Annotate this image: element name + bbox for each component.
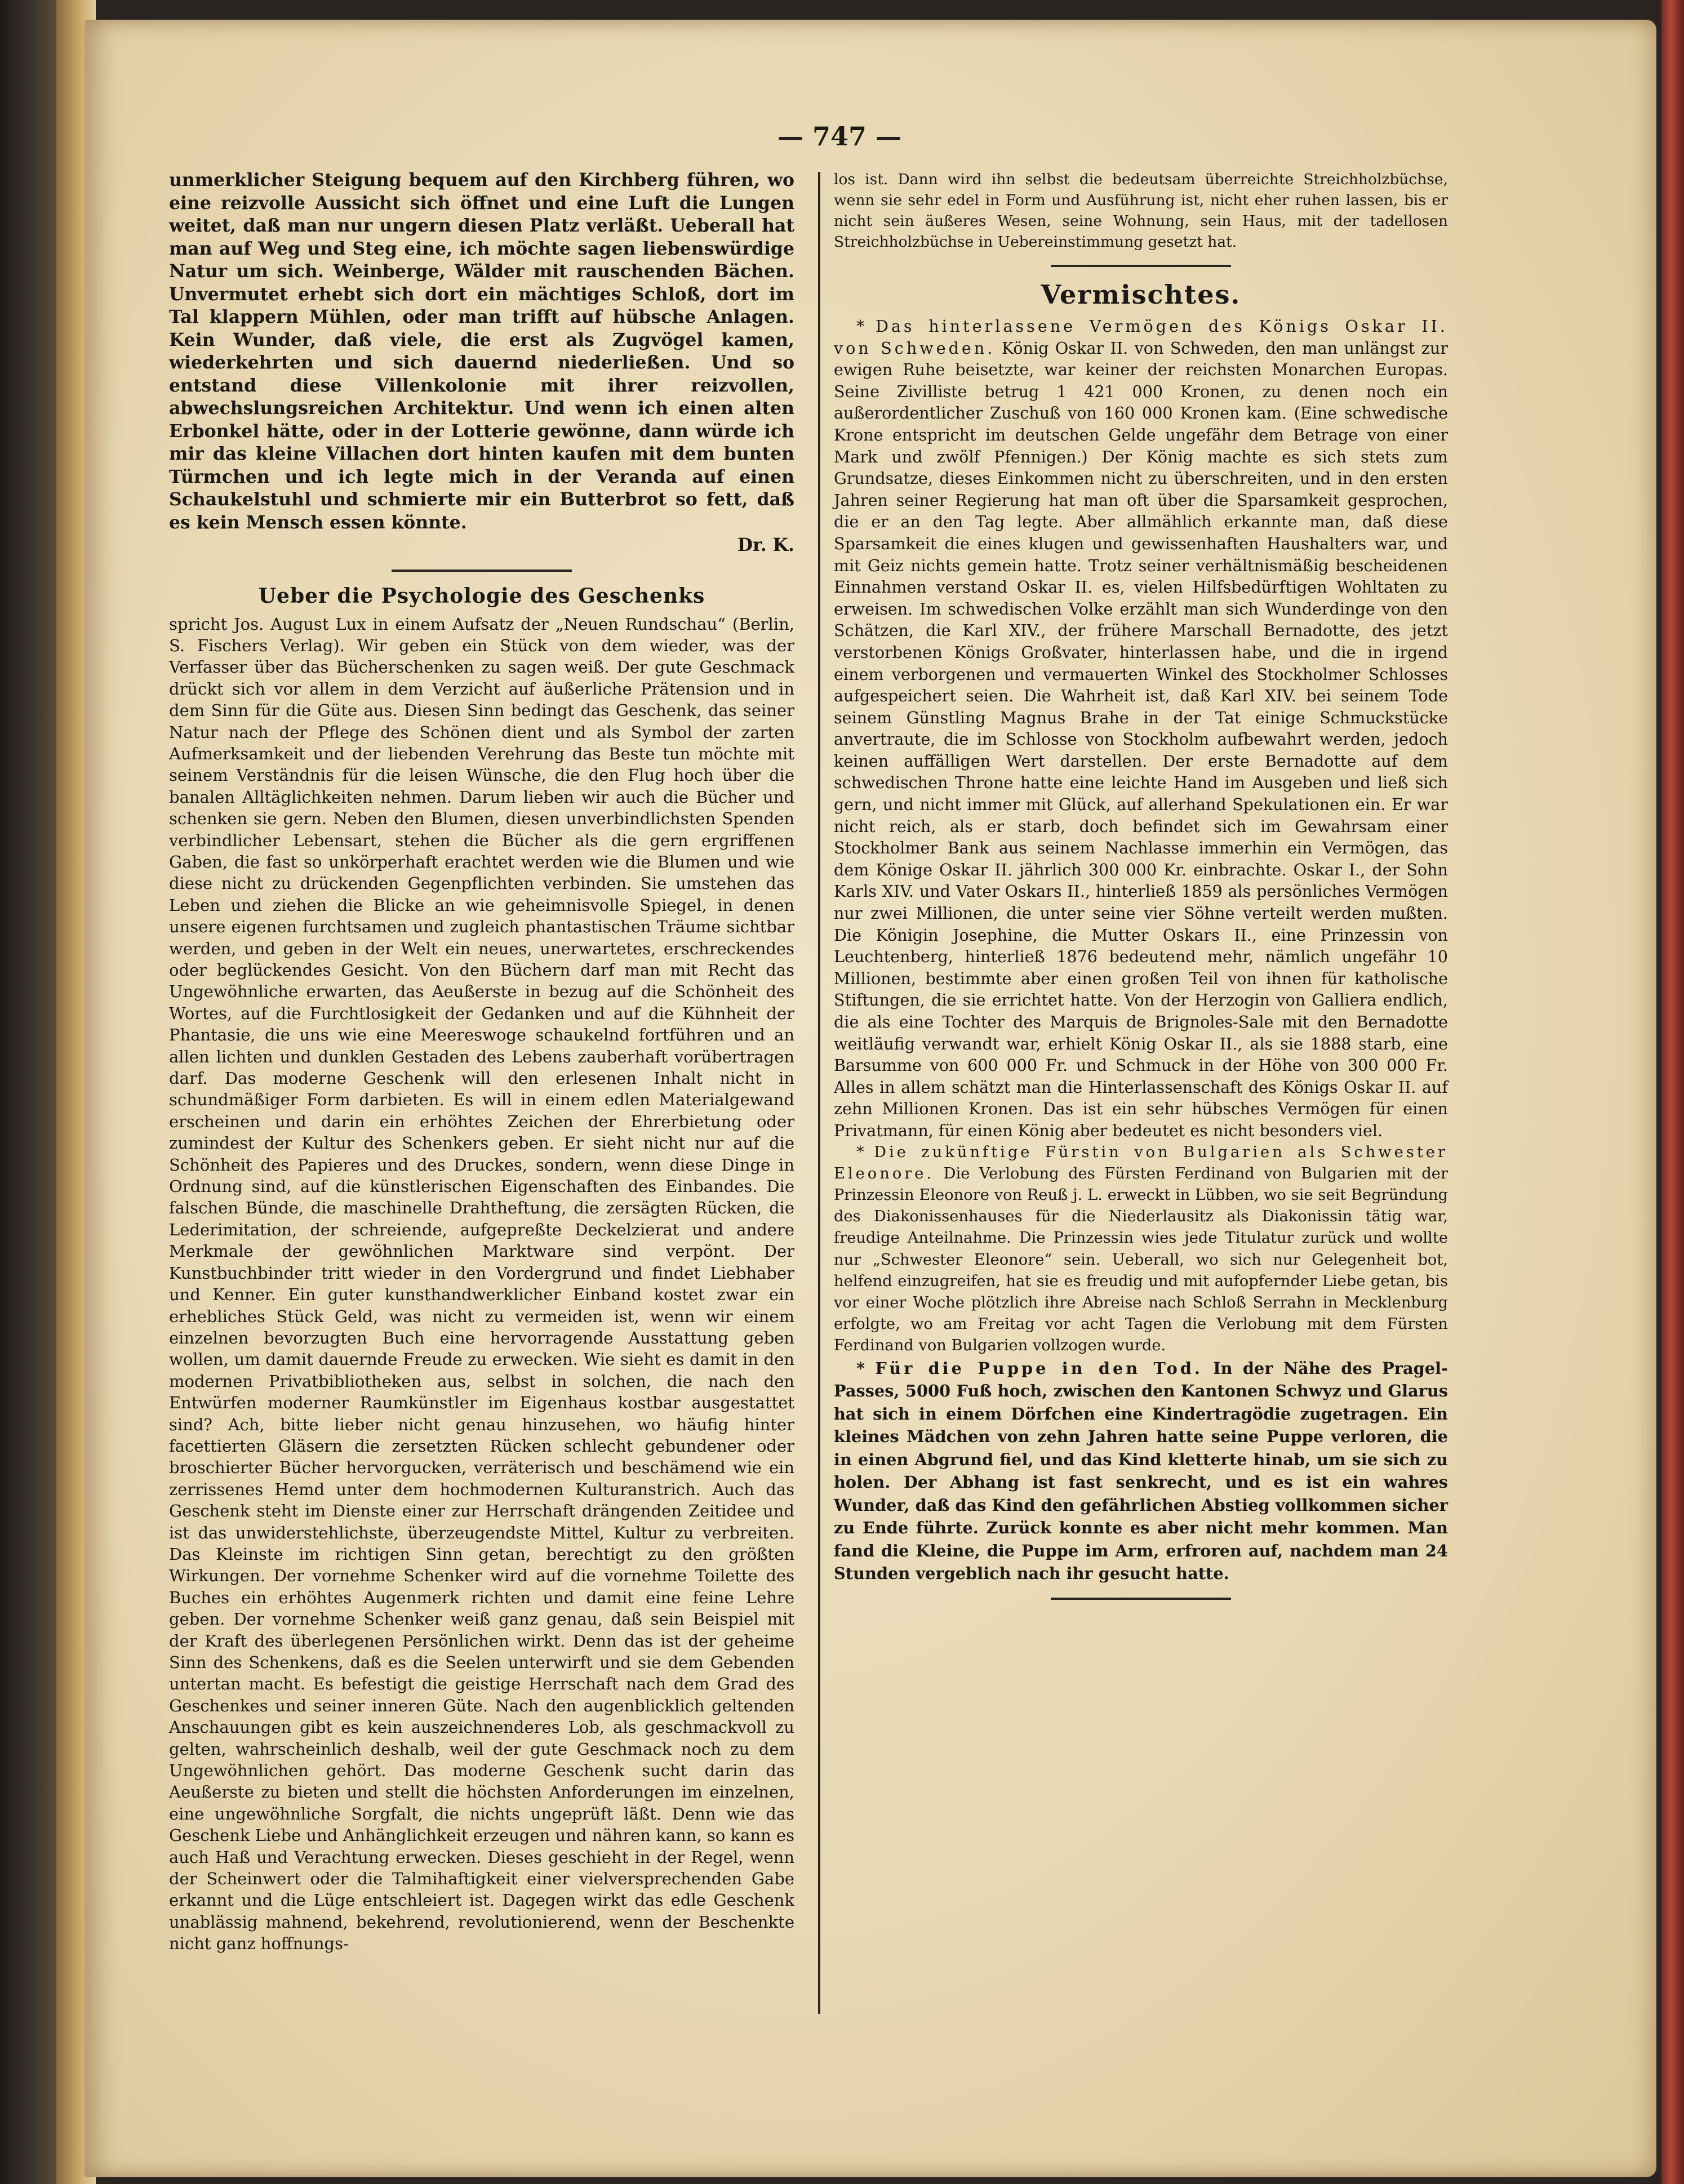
end-rule	[1051, 1598, 1231, 1600]
section-rule-right	[1051, 265, 1231, 267]
book-edge	[1661, 0, 1684, 2184]
news-item-oskar-text: König Oskar II. von Schweden, den man unlängst zur ewigen Ruhe beisetzte, war keiner der reichsten Monarchen Europas. Seine Zivilliste betrug 1 421 000 Kronen, zu denen noch ein außerordentlicher Zuschuß von 160 000 Kronen kam. (Eine schwedische Krone entspricht im deutschen Gelde ungefähr dem Betrage von einer Mark und zwölf Pfennigen.) Der König machte es sich stets zum Grundsatze, dieses Einkommen nicht zu überschreiten, und in den ersten Jahren seiner Regierung hat man oft über die Sparsamkeit gesprochen, die er an den Tag legte. Aber allmählich erkannte man, daß diese Sparsamkeit die eines klugen und gewissenhaften Haushalters war, und mit Geiz nichts gemein hatte. Trotz seiner verhältnismäßig bescheidenen Einnahmen verstand Oskar II. es, vielen Hilfsbedürftigen Wohltaten zu erweisen. Im schwedischen Volke erzählt man sich Wunderdinge von den Schätzen, die Karl XIV., der frühere Marschall Bernadotte, des jetzt verstorbenen Königs Großvater, hinterlassen habe, und die in irgend einem verborgenen und vermauerten Winkel des Stockholmer Schlosses aufgespeichert seien. Die Wahrheit ist, daß Karl XIV. bei seinem Tode seinem Günstling Magnus Brahe in der Tat einige Schmuckstücke anvertraute, die im Schlosse von Stockholm aufbewahrt werden, jedoch keinen auffälligen Wert darstellen. Der erste Bernadotte auf dem schwedischen Throne hatte eine leichte Hand im Ausgeben und ließ sich gern, und nicht immer mit Glück, auf allerhand Spekulationen ein. Er war nicht reich, als er starb, doch befindet sich im Gewahrsam einer Stockholmer Bank aus seinem Nachlasse immerhin ein Vermögen, das dem Könige Oskar II. jährlich 300 000 Kr. einbrachte. Oskar I., der Sohn Karls XIV. und Vater Oskars II., hinterließ 1859 als persönliches Vermögen nur zwei Millionen, die unter seine vier Söhne verteilt werden mußten. Die Königin Josephine, die Mutter Oskars II., eine Prinzessin von Leuchtenberg, hinterließ 1876 bedeutend mehr, nämlich ungefähr 10 Millionen, bestimmte aber einen großen Teil von ihnen für katholische Stiftungen, die sie errichtet hatte. Von der Herzogin von Galliera endlich, die als eine Tochter des Marquis de Brignoles-Sale mit den Bernadotte weitläufig verwandt war, erhielt König Oskar II., als sie 1888 starb, eine Barsumme von 600 000 Fr. und Schmuck in der Höhe von 300 000 Fr. Alles in allem schätzt man die Hinterlassenschaft des Königs Oskar II. auf zehn Millionen Kronen. Das ist ein sehr hübsches Vermögen für einen Privatmann, für einen König aber bedeutet es nicht besonders viel.	[834, 338, 1448, 1140]
news-item-oskar-title: Das hinterlassene Vermögen des Königs Oskar II. von Schweden.	[834, 317, 1448, 358]
news-item-puppe-title: Für die Puppe in den Tod.	[875, 1358, 1203, 1378]
column-divider	[818, 172, 820, 2014]
left-column	[169, 169, 794, 1955]
news-item-bulgaria-title: Die zukünftige Fürstin von Bulgarien als Schwester Eleonore.	[834, 1143, 1448, 1182]
news-item-puppe-text: In der Nähe des Pragel-Passes, 5000 Fuß hoch, zwischen den Kantonen Schwyz und Glarus hat sich in einem Dörfchen eine Kindertragödie zugetragen. Ein kleines Mädchen von zehn Jahren hatte seine Puppe verloren, die in einen Abgrund fiel, und das Kind kletterte hinab, um sie sich zu holen. Der Abhang ist fast senkrecht, und es ist ein wahres Wunder, daß das Kind den gefährlichen Abstieg vollkommen sicher zu Ende führte. Zurück konnte es aber nicht mehr kommen. Man fand die Kleine, die Puppe im Arm, erfroren auf, nachdem man 24 Stunden vergeblich nach ihr gesucht hatte.	[834, 1358, 1448, 1583]
book-binding	[0, 0, 56, 2184]
news-item-bulgaria-text: Die Verlobung des Fürsten Ferdinand von Bulgarien mit der Prinzessin Eleonore von Reuß j. L. erweckt in Lübben, wo sie seit Begründung des Diakonissenhauses für die Niederlausitz als Diakonissin tätig war, freudige Anteilnahme. Die Prinzessin wies jede Titulatur zurück und wollte nur „Schwester Eleonore“ sein. Ueberall, wo sich nur Gelegenheit bot, helfend einzugreifen, hat sie es freudig und mit aufopfernder Liebe getan, bis vor einer Woche plötzlich ihre Abreise nach Schloß Serrahn in Mecklenburg erfolgte, wo am Freitag vor acht Tagen die Verlobung mit dem Fürsten Ferdinand von Bulgarien vollzogen wurde.	[834, 1164, 1448, 1355]
continuation-paragraph: los ist. Dann wird ihn selbst die bedeutsam überreichte Streichholzbüchse, wenn sie sehr edel in Form und Ausführung ist, nicht eher ruhen lassen, bis er nicht sein äußeres Wesen, seine Wohnung, sein Haus, mit der tadellosen Streichholzbüchse in Uebereinstimmung gesetzt hat.	[834, 171, 1448, 251]
article-paragraph: spricht Jos. August Lux in einem Aufsatz der „Neuen Rundschau“ (Berlin, S. Fischers Verlag). Wir geben ein Stück von dem wieder, was der Verfasser über das Bücherschenken zu sagen weiß. Der gute Geschmack drückt sich vor allem in dem Verzicht auf äußerliche Prätension und in dem Sinn für die Güte aus. Diesen Sinn bedingt das Geschenk, das seiner Natur nach der Pflege des Schönen dient und als Symbol der zarten Aufmerksamkeit und der liebenden Verehrung das Beste tun möchte mit seinem Verständnis für die leisen Wünsche, die den Flug hoch über die banalen Alltäglichkeiten nehmen. Darum lieben wir auch die Bücher und schenken sie gern. Neben den Blumen, diesen unverbindlichsten Spenden verbindlicher Lebensart, stehen die Bücher als die gern ergriffenen Gaben, die fast so unkörperhaft erachtet werden wie die Blumen und wie diese nicht zu drückenden Gegenpflichten verbinden. Sie umstehen das Leben und ziehen die Blicke an wie geheimnisvolle Spiegel, in denen unsere eigenen furchtsamen und zugleich phantastischen Träume sichtbar werden, und geben in der Welt ein neues, unerwartetes, erschreckendes oder beglückendes Gesicht. Von den Büchern darf man mit Recht das Ungewöhnliche erwarten, das Aeußerste in bezug auf die Schönheit des Wortes, auf die Furchtlosigkeit der Gedanken und auf die Kühnheit der Phantasie, die uns wie eine Meereswoge schaukelnd fortführen und an allen lichten und dunklen Gestaden des Lebens zauberhaft vorübertragen darf. Das moderne Geschenk will den erlesenen Inhalt nicht in schundmäßiger Form darbieten. Es will in einem edlen Materialgewand erscheinen und darin ein erhöhtes Zeichen der Ehrerbietung oder zumindest der Kultur des Schenkers geben. Er sieht nicht nur auf die Schönheit des Papieres und des Druckes, sondern, wenn diese Dinge in Ordnung sind, auf die künstlerischen Eigenschaften des Einbandes. Die falschen Bünde, die maschinelle Drahtheftung, die zersägten Rücken, die Lederimitation, der schreiende, aufgepreßte Deckelzierat und andere Merkmale der gewöhnlichen Marktware sind verpönt. Der Kunstbuchbinder tritt wieder in den Vordergrund und findet Liebhaber und Kenner. Ein guter kunsthandwerklicher Einband kostet zwar ein erhebliches Stück Geld, was nicht zu vermeiden ist, wenn wir einem einzelnen bevorzugten Buch eine hervorragende Ausstattung geben wollen, um damit dauernde Freude zu erwecken. Wie sieht es damit in den modernen Privatbibliotheken aus, selbst in solchen, die nach den Entwürfen moderner Raumkünstler im Eigenhaus kostbar ausgestattet sind? Ach, bitte lieber nicht genau hinzusehen, wo häufig hinter facettierten Gläsern die zersetzten Rücken schlecht gebundener oder broschierter Bücher hervorgucken, verräterisch und beschämend wie ein zerrissenes Hemd unter dem hochmodernen Kulturanstrich. Auch das Geschenk steht im Dienste einer zur Herrschaft drängenden Zeitidee und ist das unwiderstehlichste, überzeugendste Mittel, Kultur zu verbreiten. Das Kleinste im richtigen Sinn getan, berechtigt zu den größten Wirkungen. Der vornehme Schenker wird auf die vornehme Toilette des Buches ein erhöhtes Augenmerk richten und damit eine feine Lehre geben. Der vornehme Schenker weiß ganz genau, daß sein Beispiel mit der Kraft des überlegenen Persönlichen wirkt. Denn das ist der geheime Sinn des Schenkens, daß es die Seelen unterwirft und sie dem Gebenden untertan macht. Es befestigt die geistige Herrschaft nach dem Grad des Geschenkes und seiner inneren Güte. Nach den augenblicklich geltenden Anschauungen gibt es kein auszeichnenderes Lob, als geschmackvoll zu gelten, wahrscheinlich deshalb, weil der gute Geschmack noch zu dem Ungewöhnlichen gehört. Das moderne Geschenk sucht darin das Aeußerste zu bieten und stellt die höchsten Anforderungen im einzelnen, eine ungewöhnliche Sorgfalt, die nichts ungeprüft läßt. Denn wie das Geschenk Liebe und Anhänglichkeit erzeugen und nähren kann, so kann es auch Haß und Verachtung erwecken. Dieses geschieht in der Regel, wenn der Scheinwert oder die Talmihaftigkeit einer vielversprechenden Gabe erkannt und die Lüge entschleiert ist. Dagegen wirkt das edle Geschenk unablässig mahnend, bekehrend, revolutionierend, wenn der Beschenkte nicht ganz hoffnungs-	[169, 614, 794, 1954]
news-item-oskar: * Das hinterlassene Vermögen des Königs Oskar II. von Schweden. König Oskar II. von Schweden, den man unlängst zur ewigen Ruhe beisetzte, war keiner der reichsten Monarchen Europas. Seine Zivilliste betrug 1 421 000 Kronen, zu denen noch ein außerordentlicher Zuschuß von 160 000 Kronen kam. (Eine schwedische Krone entspricht im deutschen Gelde ungefähr dem Betrage von einer Mark und zwölf Pfennigen.) Der König machte es sich stets zum Grundsatze, dieses Einkommen nicht zu überschreiten, und in den ersten Jahren seiner Regierung hat man oft über die Sparsamkeit gesprochen, die er an den Tag legte. Aber allmählich erkannte man, daß diese Sparsamkeit die eines klugen und gewissenhaften Haushalters war, und mit Geiz nichts gemein hatte. Trotz seiner verhältnismäßig bescheidenen Einnahmen verstand Oskar II. es, vielen Hilfsbedürftigen Wohltaten zu erweisen. Im schwedischen Volke erzählt man sich Wunderdinge von den Schätzen, die Karl XIV., der frühere Marschall Bernadotte, des jetzt verstorbenen Königs Großvater, hinterlassen habe, und die in irgend einem verborgenen und vermauerten Winkel des Stockholmer Schlosses aufgespeichert seien. Die Wahrheit ist, daß Karl XIV. bei seinem Tode seinem Günstling Magnus Brahe in der Tat einige Schmuckstücke anvertraute, die im Schlosse von Stockholm aufbewahrt werden, jedoch keinen auffälligen Wert darstellen. Der erste Bernadotte auf dem schwedischen Throne hatte eine leichte Hand im Ausgeben und ließ sich gern, und nicht immer mit Glück, auf allerhand Spekulationen ein. Er war nicht reich, als er starb, doch befindet sich im Gewahrsam einer Stockholmer Bank aus seinem Nachlasse immerhin ein Vermögen, das dem Könige Oskar II. jährlich 300 000 Kr. einbrachte. Oskar I., der Sohn Karls XIV. und Vater Oskars II., hinterließ 1859 als persönliches Vermögen nur zwei Millionen, die unter seine vier Söhne verteilt werden mußten. Die Königin Josephine, die Mutter Oskars II., eine Prinzessin von Leuchtenberg, hinterließ 1876 bedeutend mehr, nämlich ungefähr 10 Millionen, bestimmte aber einen großen Teil von ihnen für katholische Stiftungen, die sie errichtet hatte. Von der Herzogin von Galliera endlich, die als eine Tochter des Marquis de Brignoles-Sale mit den Bernadotte weitläufig verwandt war, erhielt König Oskar II., als sie 1888 starb, eine Barsumme von 600 000 Fr. und Schmuck in der Höhe von 300 000 Fr. Alles in allem schätzt man die Hinterlassenschaft des Königs Oskar II. auf zehn Millionen Kronen. Das ist ein sehr hübsches Vermögen für einen Privatmann, für einen König aber bedeutet es nicht besonders viel.	[834, 317, 1448, 1140]
article-heading: Ueber die Psychologie des Geschenks	[258, 584, 705, 608]
page-number: — 747 —	[777, 121, 902, 152]
intro-paragraph: unmerklicher Steigung bequem auf den Kirchberg führen, wo eine reizvolle Aussicht sich öffnet und eine Luft die Lungen weitet, daß man nur ungern diesen Platz verläßt. Ueberall hat man auf Weg und Steg eine, ich möchte sagen liebenswürdige Natur um sich. Weinberge, Wälder mit rauschenden Bächen. Unvermutet erhebt sich dort ein mächtiges Schloß, dort im Tal klappern Mühlen, oder man trifft auf hübsche Anlagen. Kein Wunder, daß viele, die erst als Zugvögel kamen, wiederkehrten und sich dauernd niederließen. Und so entstand diese Villenkolonie mit ihrer reizvollen, abwechslungsreichen Architektur. Und wenn ich einen alten Erbonkel hätte, oder in der Lotterie gewönne, dann würde ich mir das kleine Villachen dort hinten kaufen mit dem bunten Türmchen und ich legte mich in der Veranda auf einen Schaukelstuhl und schmierte mir ein Butterbrot so fett, daß es kein Mensch essen könnte.	[169, 170, 794, 533]
news-item-puppe: * Für die Puppe in den Tod. In der Nähe des Pragel-Passes, 5000 Fuß hoch, zwischen den Kantonen Schwyz und Glarus hat sich in einem Dörfchen eine Kindertragödie zugetragen. Ein kleines Mädchen von zehn Jahren hatte seine Puppe verloren, die in einen Abgrund fiel, und das Kind kletterte hinab, um sie sich zu holen. Der Abhang ist fast senkrecht, und es ist ein wahres Wunder, daß das Kind den gefährlichen Abstieg vollkommen sicher zu Ende führte. Zurück konnte es aber nicht mehr kommen. Man fand die Kleine, die Puppe im Arm, erfroren auf, nachdem man 24 Stunden vergeblich nach ihr gesucht hatte.	[834, 1358, 1448, 1583]
news-item-bulgaria: * Die zukünftige Fürstin von Bulgarien als Schwester Eleonore. Die Verlobung des Fürsten Ferdinand von Bulgarien mit der Prinzessin Eleonore von Reuß j. L. erweckt in Lübben, wo sie seit Begründung des Diakonissenhauses für die Niederlausitz als Diakonissin tätig war, freudige Anteilnahme. Die Prinzessin wies jede Titulatur zurück und wollte nur „Schwester Eleonore“ sein. Ueberall, wo sich nur Gelegenheit bot, helfend einzugreifen, hat sie es freudig und mit aufopfernder Liebe getan, bis vor einer Woche plötzlich ihre Abreise nach Schloß Serrahn in Mecklenburg erfolgte, wo am Freitag vor acht Tagen die Verlobung mit dem Fürsten Ferdinand von Bulgarien vollzogen wurde.	[834, 1143, 1448, 1355]
section-heading: Vermischtes.	[1041, 279, 1241, 310]
intro-signature: Dr. K.	[737, 535, 794, 555]
section-rule	[392, 570, 572, 572]
right-column	[834, 169, 1448, 1612]
